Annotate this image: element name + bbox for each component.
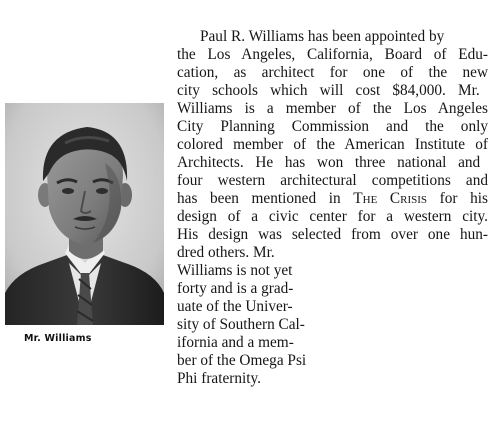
photo-caption: Mr. Williams — [24, 333, 92, 344]
article-line-16: uate of the Univer- — [177, 298, 293, 315]
article-line-7: colored member of the American Institute of — [177, 136, 488, 153]
article-line-6: City Planning Commission and the only — [177, 118, 488, 135]
article-line-20: Phi fraternity. — [177, 370, 261, 387]
article-line-19: ber of the Omega Psi — [177, 352, 307, 369]
article-line-10-tail: for his — [427, 190, 488, 207]
article-line-2: the Los Angeles, California, Board of Edu- — [177, 46, 488, 63]
article-line-1: Paul R. Williams has been appointed by — [200, 28, 445, 45]
article-line-10 — [177, 190, 488, 208]
article-line-3: cation, as architect for one of the new — [177, 64, 488, 81]
article-line-4: city schools which will cost $84,000. Mr. — [177, 82, 480, 99]
article-line-11: design of a civic center for a western city. — [177, 208, 488, 225]
article-line-12: His design was selected from over one hun- — [177, 226, 488, 243]
article-line-15: forty and is a grad- — [177, 280, 294, 297]
article-line-13: dred others. Mr. — [177, 244, 275, 261]
article-line-18: ifornia and a mem- — [177, 334, 294, 351]
article-line-9: four western architectural competitions and — [177, 172, 488, 189]
publication-name: The Crisis — [353, 190, 428, 207]
article-line-8: Architects. He has won three national and — [177, 154, 481, 171]
article-line-14: Williams is not yet — [177, 262, 293, 279]
article-line-10-head: has been mentioned in — [177, 190, 354, 207]
article-line-5: Williams is a member of the Los Angeles — [177, 100, 488, 117]
article-line-17: sity of Southern Cal- — [177, 316, 305, 333]
